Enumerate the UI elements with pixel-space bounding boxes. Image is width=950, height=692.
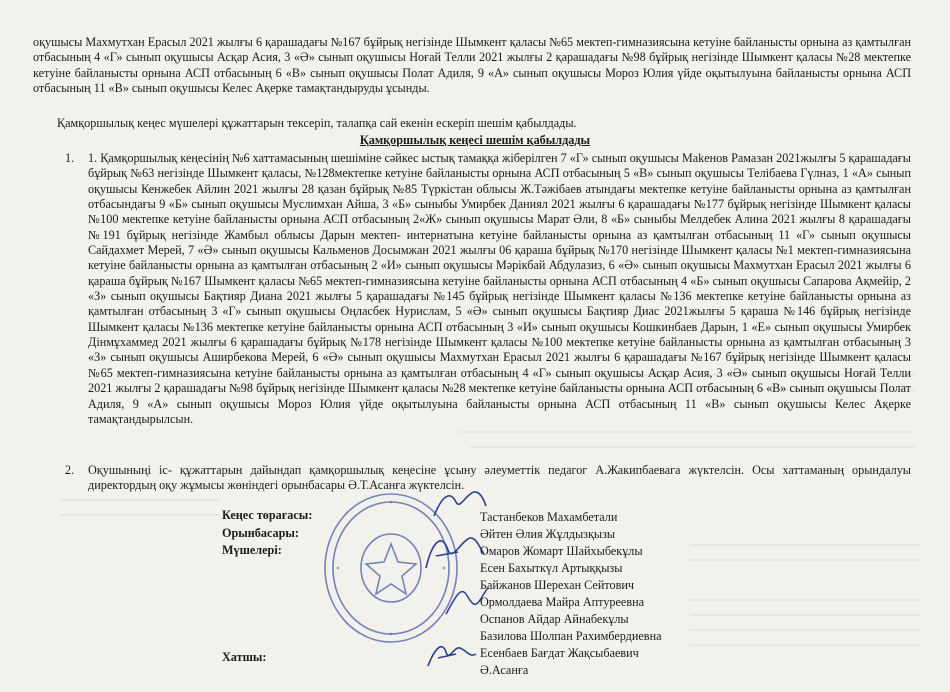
secretary-name: Ә.Асанға bbox=[480, 663, 529, 677]
deputy-label: Орынбасары: bbox=[222, 526, 299, 540]
member-name: Есенбаев Бағдат Жақсыбаевич bbox=[480, 646, 639, 660]
review-paragraph: Қамқоршылық кеңес мүшелері құжаттарын тексеріп, талапқа сай екенін ескеріп шешім қабылдады. bbox=[57, 116, 577, 130]
decision-heading-text: Қамқоршылық кеңесі шешім қабылдады bbox=[359, 133, 591, 147]
secretary-signature bbox=[424, 636, 480, 672]
member-name: Ормолдаева Майра Аптуреевна bbox=[480, 595, 645, 609]
decision-item-2: Оқушыныңі іс- құжаттарын дайындап қамқоршылық кеңесіне ұсыну әлеуметтік педагог А.Жакипбаевага жүктелсін. Осы хаттаманың орындалуы директордың оқу жұмысы жөніндегі орынбасары Ә.Т.Асанға жүктелсін. bbox=[88, 463, 911, 493]
member-name: Есен Бахыткүл Артыққызы bbox=[480, 561, 623, 575]
decision-heading bbox=[0, 133, 950, 148]
member-name: Оспанов Айдар Айнабекұлы bbox=[480, 612, 629, 626]
members-label: Мүшелері: bbox=[222, 543, 282, 557]
item-2-number: 2. bbox=[65, 463, 75, 477]
deputy-name: Әйтен Әлия Жұлдызқызы bbox=[480, 527, 616, 541]
item-1-number: 1. bbox=[65, 151, 75, 165]
decision-item-1: 1. Қамқоршылық кеңесінің №6 хаттамасының шешіміне сәйкес ыстық тамаққа жіберілген 7 «Г» сынып оқушысы Маkенов Рамазан 2021жылғы 5 қарашадағы бұйрық №63 негізінде Шымкент қаласы, №128мектепке кетуіне байланысты орнына АСП отбасының 5 «В» сынып оқушысы Телібаева Гүлназ, 1 «А» сынып оқушысы Кенжебек Айлин 2021 жылғы 28 қазан бұйрық №85 Түркістан облысы Ж.Тәжібаев атындағы мектепке кетуіне байланысты орнына аз қамтылған отбасындағы 9 «Б» сынып оқушысы Муслимхан Айша, 3 «Б» сыныбы Умирбек Даниял 2021 жылғы 6 қарашадағы №177 бұйрық негізінде Шымкент қаласы №100 мектепке кетуіне байланысты орнына АСП отбасының 2«Ж» сынып оқушысы Марат Әли, 8 «Б» сыныбы Мелдебек Алина 2021 жылғы 8 қарашадағы №191 бұйрық негізінде Жамбыл облысы Дарын мектеп- интернатына кетуіне байланысты орнына аз қамтылған отбасының 11 «Г» сынып оқушысы Сайдахмет Мерей, 7 «Ә» сынып оқушысы Кальменов Досымжан 2021 жылғы 06 қараша бұйрық №170 негізінде Шымкент қаласы №1 мектеп-гимназиясына кетуіне байланысты орнына аз қамтылған отбасының 2 «И» сынып оқушысы Мәрікбай Абдулазиз, 6 «Ә» сынып оқушысы Махмутхан Ерасыл 2021 жылғы 6 қараша бұйрық №167 Шымкент қаласы №65 мектеп-гимназиясына кетуіне байланысты орнына АСП отбасының 4 «Б» сынып оқушысы Сапарова Ақмейір, 2 «З» сынып оқушысы Бақтияр Диана 2021 жылғы 5 қарашадағы №145 бұйрық негізінде Шымкент қаласы №136 мектепке кетуіне байланысты орнына аз қамтылған отбасының 3 «Г» сынып оқушысы Оңласбек Нурислам, 5 «Ә» сынып оқушысы Бақтияр Диас 2021жылғы 5 қараша №146 бұйрық негізінде Шымкент қаласы №136 мектепке кетуіне байланысты орнына АСП отбасының 3 «И» сынып оқушысы Кошкинбаев Дарын, 1 «Е» сынып оқушысы Умирбек Дінмұхаммед 2021 жылғы 6 қарашадағы бұйрық №178 негізінде Шымкент қаласы №100 мектепке кетуіне байланысты орнына аз қамтылған отбасының 3 «З» сынып оқушысы Аширбекова Мерей, 6 «Ә» сынып оқушысы Махмутхан Ерасыл 2021 жылғы 6 қарашадағы №167 бұйрық негізінде Шымкент қаласы №65 мектеп-гимназиясына кетуіне байланысты орнына аз қамтылған отбасының 4 «Г» сынып оқушысы Асқар Асия, 3 «Ә» сынып оқушысы Ноғай Телли 2021 жылғы 2 қарашадағы №98 бұйрық негізінде Шымкент қаласы №28 мектепке кетуіне байланысты орнына АСП отбасының 6 «В» сынып оқушысы Полат Адиля, 9 «А» сынып оқушысы Мороз Юлия үйде оқытылуына байланысты орнына АСП отбасының 11 «В» сынып оқушысы Келес Ақерке тамақтандырылсын. bbox=[88, 151, 911, 426]
intro-paragraph: оқушысы Махмутхан Ерасыл 2021 жылғы 6 қарашадағы №167 бұйрық негізінде Шымкент қаласы №65 мектеп-гимназиясына кетуіне байланысты орнына аз қамтылған отбасының 4 «Г» сынып оқушысы Асқар Асия, 3 «Ә» сынып оқушысы Ноғай Телли 2021 жылғы 2 қарашадағы №98 бұйрық негізінде Шымкент қаласы №28 мектепке кетуіне байланысты орнына АСП отбасының 6 «В» сынып оқушысы Полат Адиля, 9 «А» сынып оқушысы Мороз Юлия үйде оқытылуына байланысты орнына АСП отбасының 11 «В» сынып оқушысы Келес Ақерке тамақтандыруды ұсынды. bbox=[33, 35, 911, 96]
secretary-label: Хатшы: bbox=[222, 650, 267, 664]
member-name: Байжанов Шерехан Сейтович bbox=[480, 578, 635, 592]
chair-label: Кеңес төрағасы: bbox=[222, 508, 313, 522]
deputy-signature bbox=[418, 528, 488, 574]
chair-name: Тастанбеков Махамбетали bbox=[480, 510, 618, 524]
member-name: Базилова Шолпан Рахимбердиевна bbox=[480, 629, 662, 643]
member-name: Омаров Жомарт Шайхыбекұлы bbox=[480, 544, 643, 558]
